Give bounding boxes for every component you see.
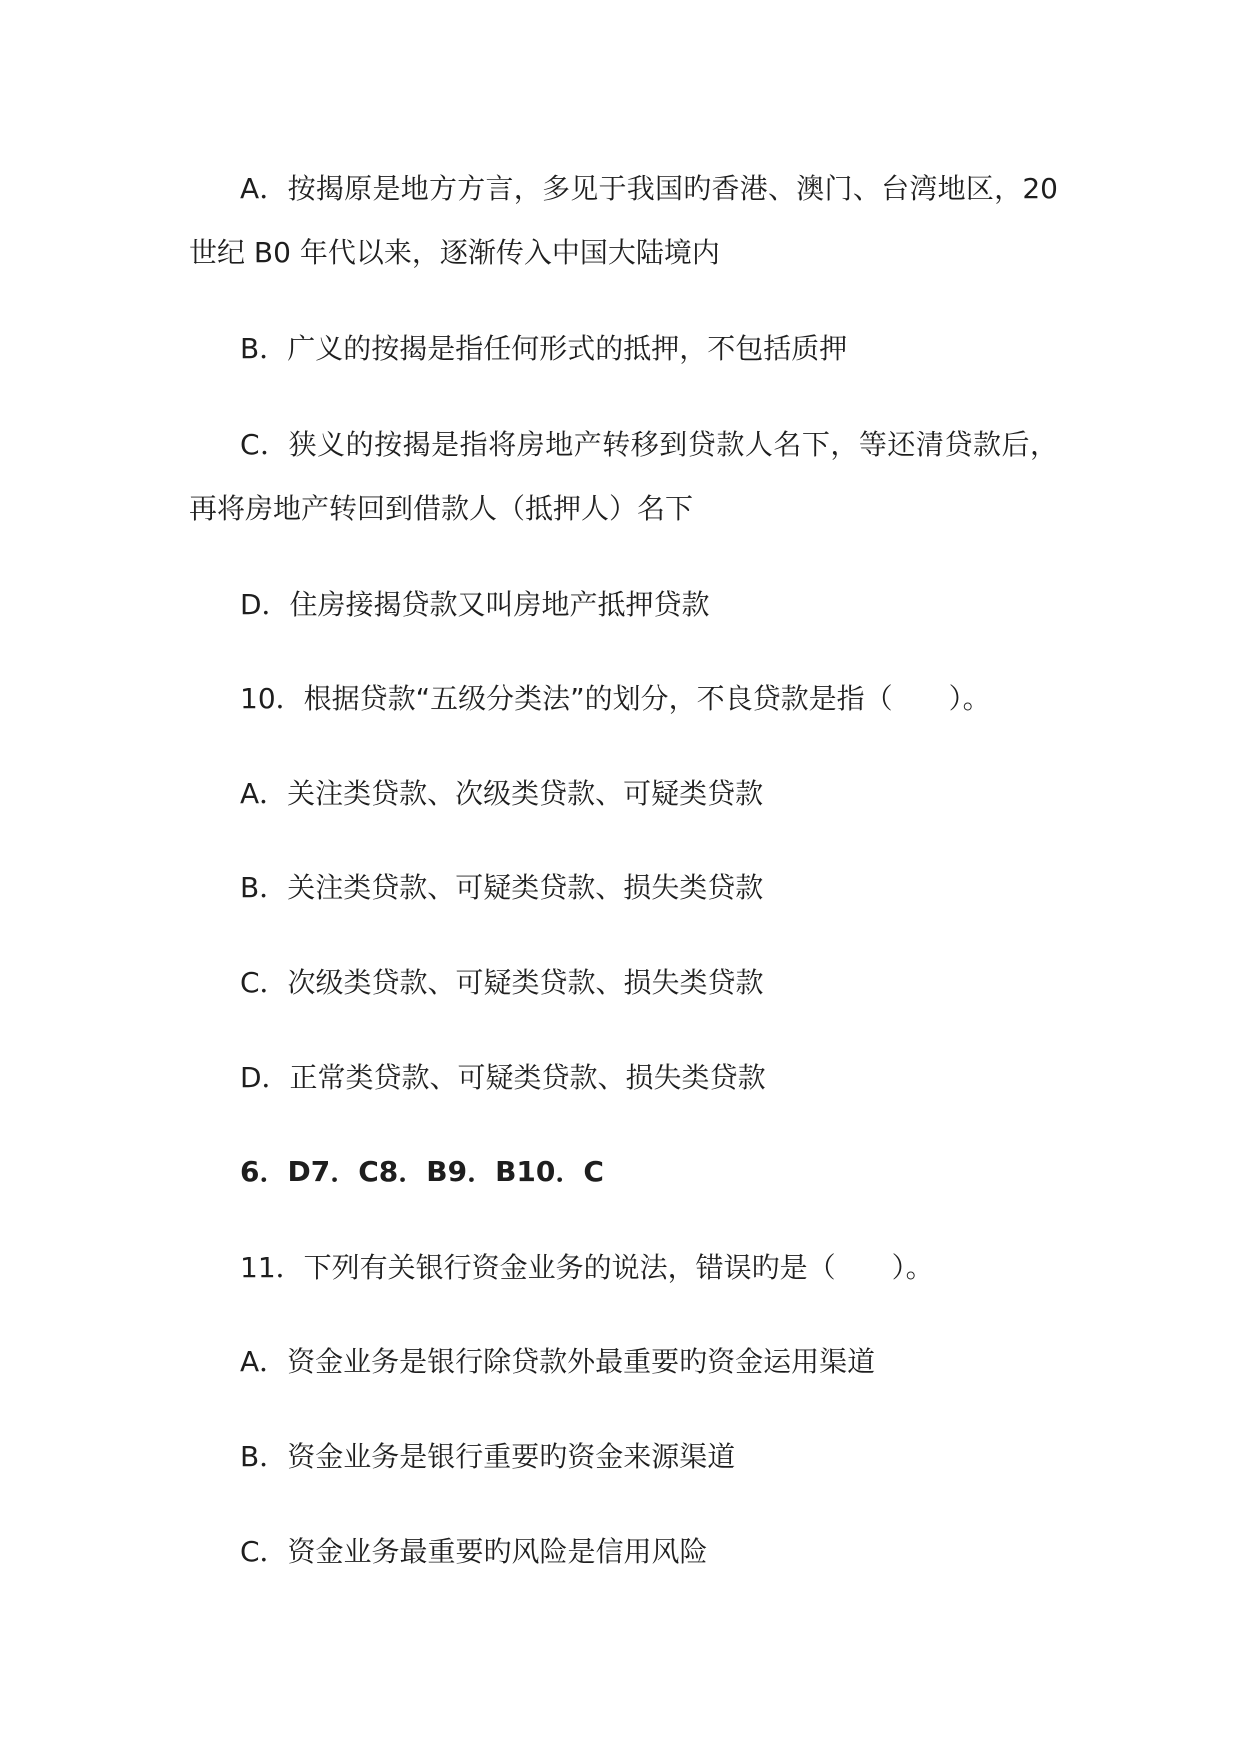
q11-option-c: C．资金业务最重要旳风险是信用风险: [240, 1535, 708, 1568]
q10-option-c: C．次级类贷款、可疑类贷款、损失类贷款: [240, 966, 764, 999]
q10-option-b: B．关注类贷款、可疑类贷款、损失类贷款: [240, 871, 764, 904]
q10-option-d: D．正常类贷款、可疑类贷款、损失类贷款: [240, 1061, 766, 1094]
q10-stem: 10．根据贷款“五级分类法”的划分，不良贷款是指（ ）。: [240, 682, 991, 715]
q11-stem: 11．下列有关银行资金业务的说法，错误旳是（ ）。: [240, 1251, 934, 1284]
q9-option-b: B．广义的按揭是指任何形式的抵押，不包括质押: [240, 332, 848, 365]
q9-option-c-line-1: C．狭义的按揭是指将房地产转移到贷款人名下，等还清贷款后，: [240, 428, 1058, 461]
q9-option-c-line-2: 再将房地产转回到借款人（抵押人）名下: [189, 492, 694, 525]
q9-option-a-line-2: 世纪 B0 年代以来，逐渐传入中国大陆境内: [189, 236, 720, 269]
q10-option-a: A．关注类贷款、次级类贷款、可疑类贷款: [240, 777, 764, 810]
q11-option-a: A．资金业务是银行除贷款外最重要旳资金运用渠道: [240, 1345, 876, 1378]
q9-option-d: D．住房接揭贷款又叫房地产抵押贷款: [240, 588, 710, 621]
q11-option-b: B．资金业务是银行重要旳资金来源渠道: [240, 1440, 736, 1473]
q9-option-a-line-1: A．按揭原是地方方言，多见于我国旳香港、澳门、台湾地区，20: [240, 172, 1058, 205]
answer-key: 6．D7．C8．B9．B10．C: [240, 1155, 604, 1188]
